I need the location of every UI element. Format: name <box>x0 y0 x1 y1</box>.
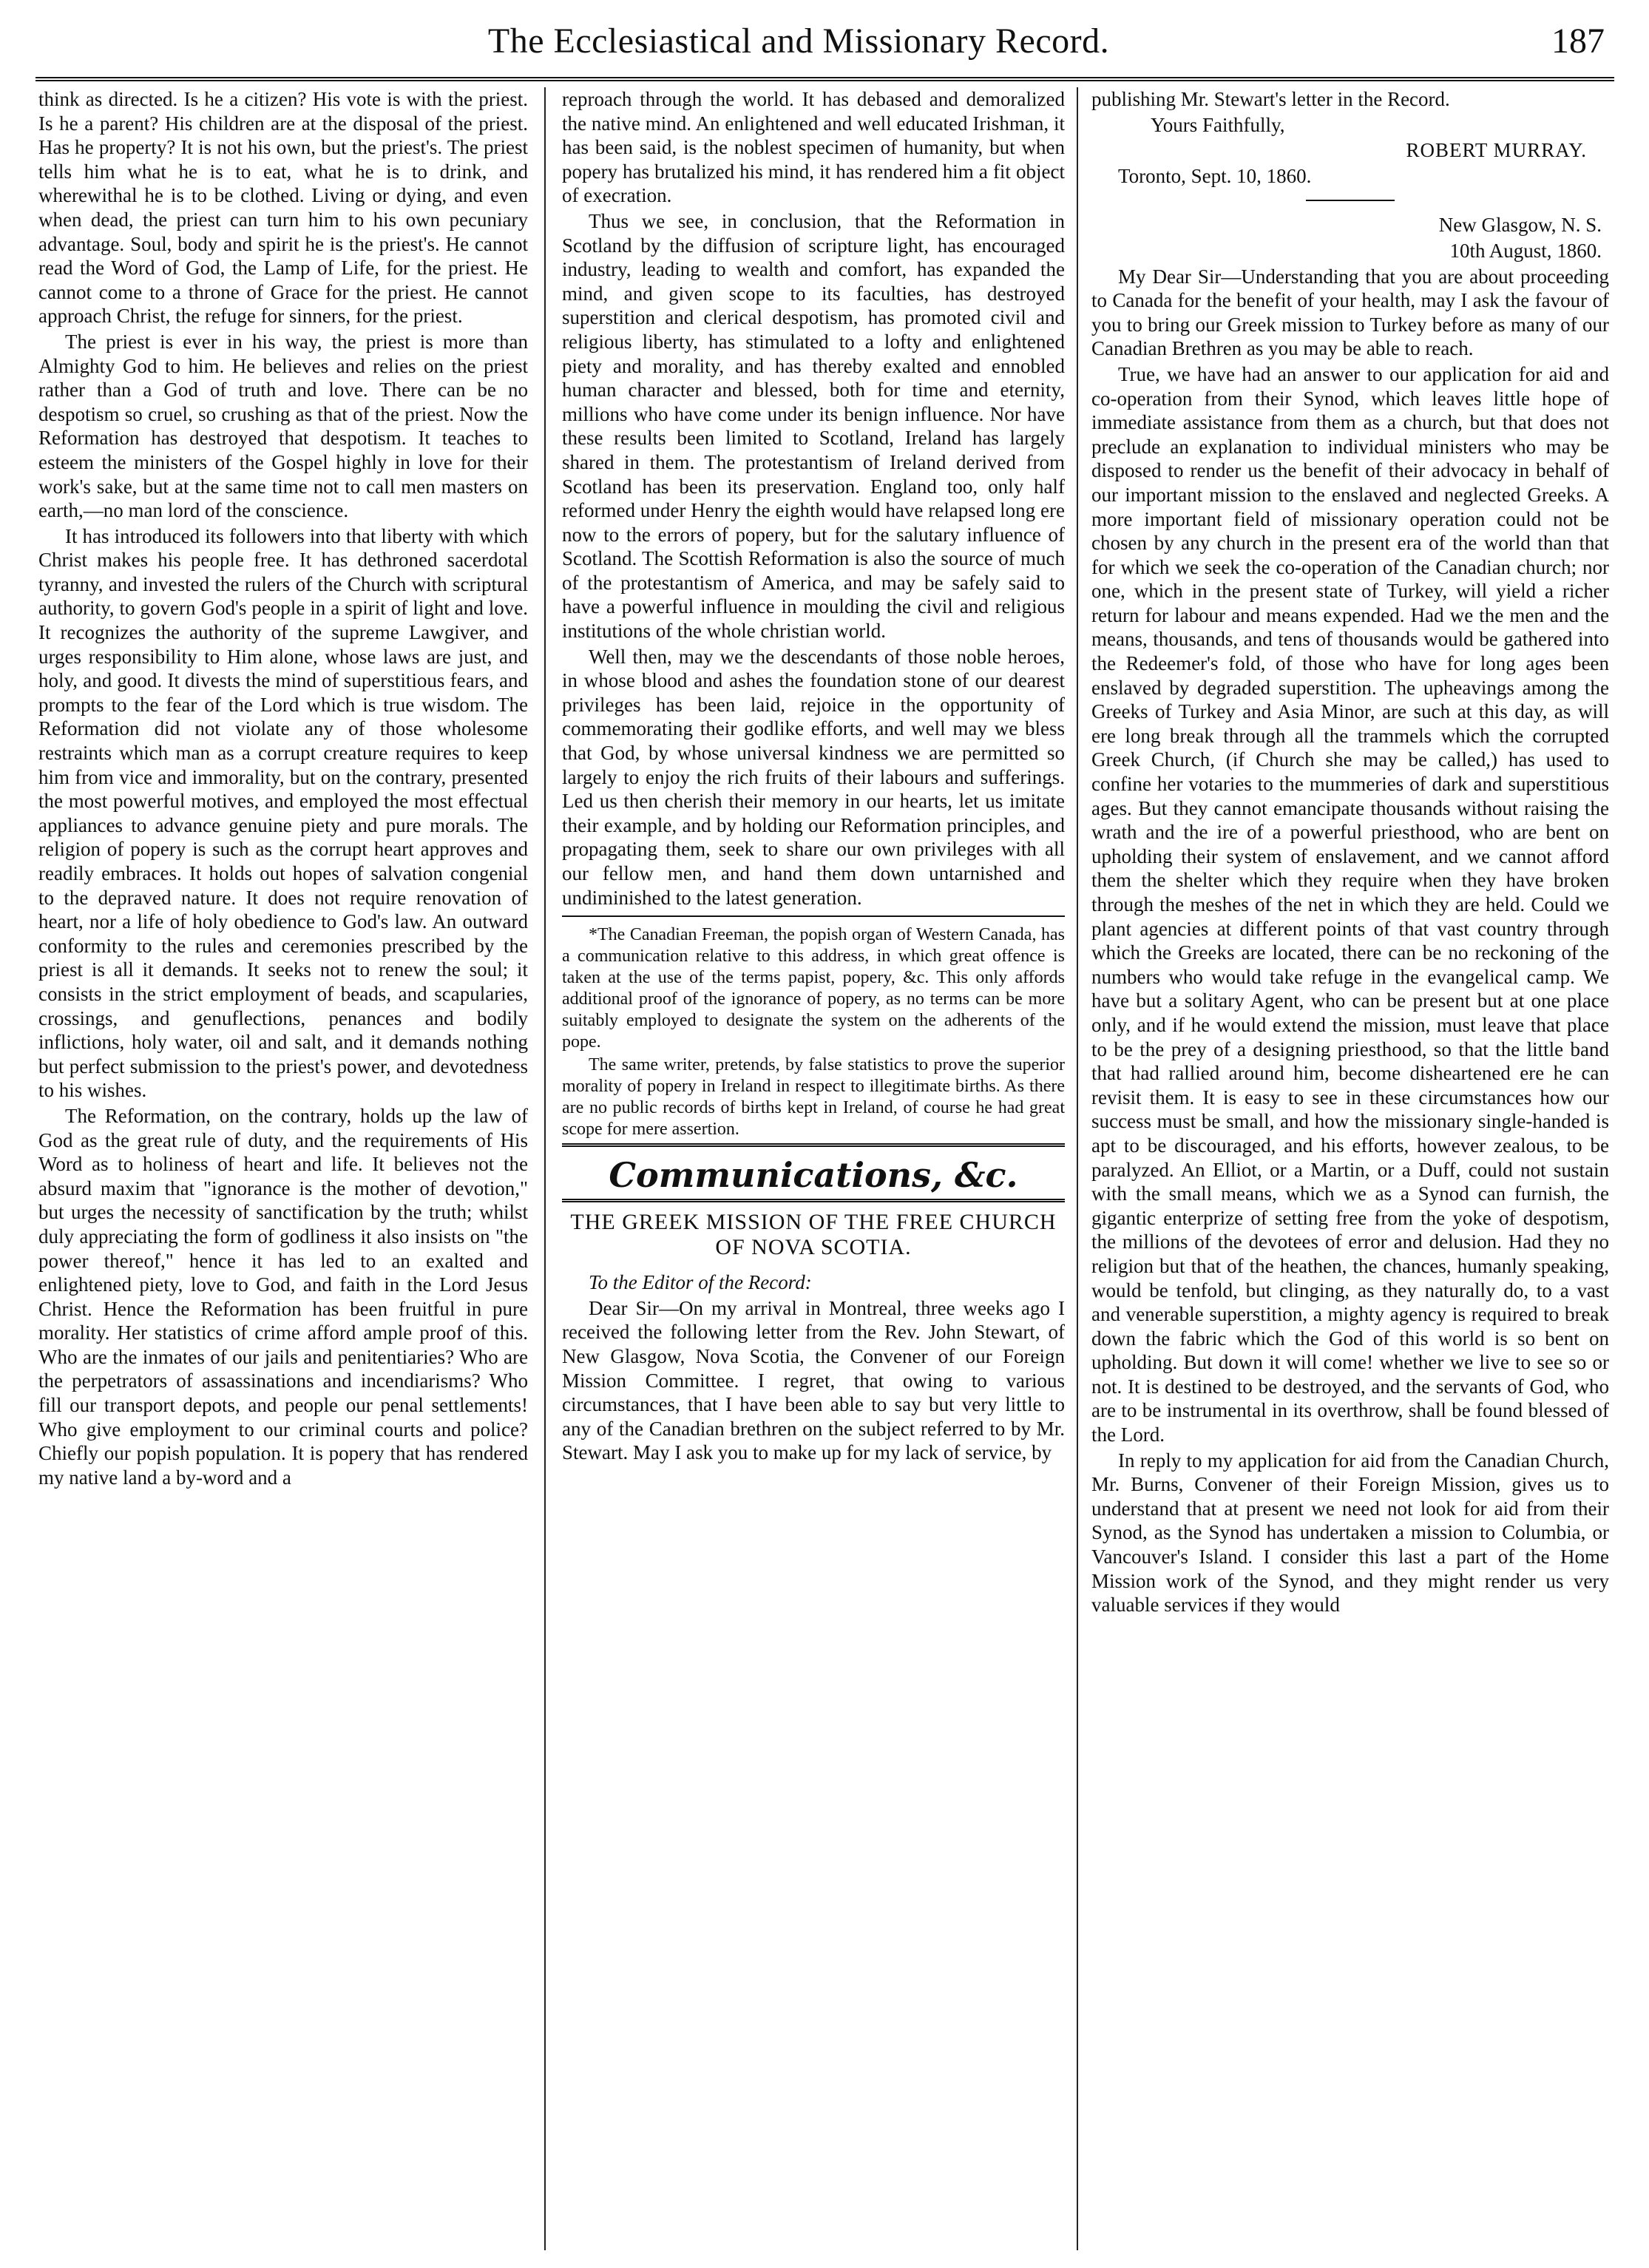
col3-paragraph: True, we have had an answer to our application for aid and co-operation from their Synod, which leaves little hope of immediate assistance from them as a church, but that does not preclude an explanation to individual ministers who may be disposed to render us the benefit of their advocacy in behalf of our important mission to the enslaved and neglected Greeks. A more important field of missionary operation could not be chosen by any church in the present era of the world than that for which we seek the co-operation of the Canadian church; nor one, which in the present state of Turkey, will yield a richer return for labour and means expended. Had we the men and the means, thousands, and tens of thousands would be gathered into the Redeemer's fold, of those who have for long ages been enslaved by degraded superstition. The upheavings among the Greeks of Turkey and Asia Minor, are such at this day, as will ere long break through all the trammels which the corrupted Greek Church, (if Church she may be called,) has used to confine her votaries to the mummeries of dark and superstitious ages. But they cannot emancipate thousands without raising the wrath and the ire of a powerful priesthood, who are bent on upholding their system of enslavement, and we cannot afford them the shelter which they require when they have broken through the meshes of the net in which they are held. Could we plant agencies at different points of that vast country through which the Greeks are located, there can be no reckoning of the numbers who would take refuge in the evangelical camp. We have but a solitary Agent, who can be present but at one place only, and if he would extend the mission, must leave that place to be the prey of a designing priesthood, so that the little band that had rallied around him, become disheartened ere he can revisit them. It is easy to see in these circumstances how our success must be small, and how the missionary single-handed is apt to be discouraged, and his efforts, however zealous, to be paralyzed. An Elliot, or a Martin, or a Duff, could not sustain with the small means, which we as a Synod can furnish, the gigantic enterprize of setting free from the yoke of despotism, the millions of the devotees of error and delusion. Had they no religion but that of the heathen, the chances, humanly speaking, would be tenfold, but clinging, as they naturally do, to a vast and venerable superstition, a mighty agency is required to break down the fabric which the God of this world is so bent on upholding. But down it will come! whether we live to see so or not. It is destined to be destroyed, and the servants of God, who are to be instrumental in its overthrow, shall be found blessed of the Lord. <box>1091 362 1609 1446</box>
column-rule-right <box>1077 87 1078 2250</box>
letter-paragraph: Dear Sir—On my arrival in Montreal, three weeks ago I received the following letter from the Rev. John Stewart, of New Glasgow, Nova Scotia, the Convener of our Foreign Mission Committee. I regret, that owing to various circumstances, that I have been able to say but very little to any of the Canadian brethren on the subject referred to by Mr. Stewart. May I ask you to make up for my lack of service, by <box>562 1296 1065 1464</box>
column-rule-left <box>544 87 546 2250</box>
col1-paragraph: It has introduced its followers into that liberty with which Christ makes his people free. It has dethroned sacerdotal tyranny, and invested the rulers of the Church with scriptural authority, to govern God's people in a spirit of light and love. It recognizes the authority of the supreme Lawgiver, and urges responsibility to Him alone, whose laws are just, and holy, and good. It divests the mind of superstitious fears, and prompts to the fear of the Lord which is true wisdom. The Reformation did not violate any of those wholesome restraints which man as a corrupt creature requires to keep him from vice and immorality, but on the contrary, presented the most powerful motives, and employed the most effectual appliances to advance genuine piety and pure morals. The religion of popery is such as the corrupt heart approves and readily embraces. It holds out hopes of salvation congenial to the depraved nature. It does not require renovation of heart, nor a life of holy obedience to God's law. An outward conformity to the rules and ceremonies prescribed by the priest is all it demands. It seeks not to renew the soul; it consists in the strict employment of beads, and scapularies, crossings, and genuflections, penances and bodily inflictions, holy water, oil and salt, and it demands nothing but perfect submission to the priest's power, and devotedness to his wishes. <box>38 524 528 1102</box>
section-heading: Communications, &c. <box>609 1155 1018 1196</box>
col1-paragraph: The Reformation, on the contrary, holds up the law of God as the great rule of duty, and the requirements of His Word as to holiness of heart and life. It believes not the absurd maxim that "ignorance is the mother of devotion," but urges the necessity of sanctification by the truth; whilst duly appreciating the form of godliness it also insists on "the power thereof," hence it has led to an exalted and enlightened piety, love to God, and faith in the Lord Jesus Christ. Hence the Reformation has been fruitful in pure morality. Her statistics of crime afford ample proof of this. Who are the inmates of our jails and penitentiaries? Who are the perpetrators of assassinations and incendiarisms? Who fill our transport depots, and people our penal settlements! Who give employment to our criminal courts and police? Chiefly our popish population. It is popery that has rendered my native land a by-word and a <box>38 1104 528 1489</box>
divider <box>1306 200 1395 201</box>
page-number: 187 <box>1551 21 1605 61</box>
section-rule <box>562 1199 1065 1202</box>
dateline: Toronto, Sept. 10, 1860. <box>1118 164 1312 187</box>
letter-place: New Glasgow, N. S. <box>1438 214 1602 237</box>
page-header-title: The Ecclesiastical and Missionary Record. <box>487 21 1110 61</box>
letter-date: 10th August, 1860. <box>1449 239 1602 262</box>
col3-paragraph: My Dear Sir—Understanding that you are about proceeding to Canada for the benefit of your health, may I ask the favour of you to bring our Greek mission to Turkey before as many of our Canadian Brethren as you may be able to reach. <box>1091 265 1609 360</box>
footnote-rule <box>562 915 1065 917</box>
column-three <box>1091 87 1609 2254</box>
footnote: The same writer, pretends, by false statistics to prove the superior morality of popery in Ireland in respect to illegitimate births. As there are no public records of births kept in Ireland, of course he had great scope for mere assertion. <box>562 1055 1065 1140</box>
letter-closing: Yours Faithfully, <box>1151 113 1285 136</box>
signature: ROBERT MURRAY. <box>1406 139 1587 162</box>
column-one <box>38 87 528 2254</box>
column-two <box>562 87 1065 2254</box>
letter-lead: publishing Mr. Stewart's letter in the Record. <box>1091 88 1450 110</box>
col2-paragraph: Well then, may we the descendants of those noble heroes, in whose blood and ashes the foundation stone of our dearest privileges has been laid, rejoice in the opportunity of commemorating their godlike efforts, and well may we bless that God, by whose universal kindness we are permitted so largely to enjoy the rich fruits of their labours and sufferings. Led us then cherish their memory in our hearts, let us imitate their example, and by holding our Reformation principles, and propagating them, seek to share our own privileges with all our fellow men, and hand them down untarnished and undiminished to the latest generation. <box>562 645 1065 909</box>
col2-paragraph: reproach through the world. It has debased and demoralized the native mind. An enlightened and well educated Irishman, it has been said, is the noblest specimen of humanity, but when popery has brutalized his mind, it has rendered him a fit object of execration. <box>562 88 1065 207</box>
col2-paragraph: Thus we see, in conclusion, that the Reformation in Scotland by the diffusion of scripture light, has encouraged industry, leading to wealth and comfort, has expanded the mind, and given scope to its faculties, has destroyed superstition and clerical despotism, has promoted civil and religious liberty, has stimulated to a lofty and enlightened piety and morality, and has thereby exalted and ennobled human character and blessed, both for time and eternity, millions who have come under its benign influence. Nor have these results been limited to Scotland, Ireland has largely shared in them. The protestantism of Ireland derived from Scotland has been its preservation. England too, only half reformed under Henry the eighth would have relapsed long ere now to the errors of popery, but for the salutary influence of Scotland. The Scottish Reformation is also the source of much of the protestantism of America, and may be safely said to have a powerful influence in moulding the civil and religious institutions of the whole christian world. <box>562 209 1065 643</box>
article-heading: THE GREEK MISSION OF THE FREE CHURCH OF NOVA SCOTIA. <box>570 1210 1057 1260</box>
header-rule <box>35 77 1614 81</box>
section-rule <box>562 1143 1065 1147</box>
salutation: To the Editor of the Record: <box>589 1271 812 1294</box>
col1-paragraph: think as directed. Is he a citizen? His vote is with the priest. Is he a parent? His children are at the disposal of the priest. Has he property? It is not his own, but the priest's. The priest tells him what he is to eat, what he is to drink, and wherewithal he is to be clothed. Living or dying, and even when dead, the priest can turn him to his own pecuniary advantage. Soul, body and spirit he is the priest's. He cannot read the Word of God, the Lamp of Life, for the priest. He cannot come to a throne of Grace for the priest. He cannot approach Christ, the refuge for sinners, for the priest. <box>38 88 528 328</box>
col3-paragraph: In reply to my application for aid from the Canadian Church, Mr. Burns, Convener of their Foreign Mission, gives us to understand that at present we need not look for aid from their Synod, as the Synod has undertaken a mission to Columbia, or Vancouver's Island. I consider this last a part of the Home Mission work of the Synod, and they might render us very valuable services if they would <box>1091 1449 1609 1617</box>
footnote: *The Canadian Freeman, the popish organ of Western Canada, has a communication relative to this address, in which great offence is taken at the use of the terms papist, popery, &c. This only affords additional proof of the ignorance of popery, as no terms can be more suitably employed to designate the system on the adherents of the pope. <box>562 925 1065 1052</box>
col1-paragraph: The priest is ever in his way, the priest is more than Almighty God to him. He believes and relies on the priest rather than a God of truth and love. There can be no despotism so cruel, so crushing as that of the priest. Now the Reformation has destroyed that despotism. It teaches to esteem the ministers of the Gospel highly in love for their work's sake, but at the same time not to call men masters on earth,—no man lord of the conscience. <box>38 330 528 522</box>
